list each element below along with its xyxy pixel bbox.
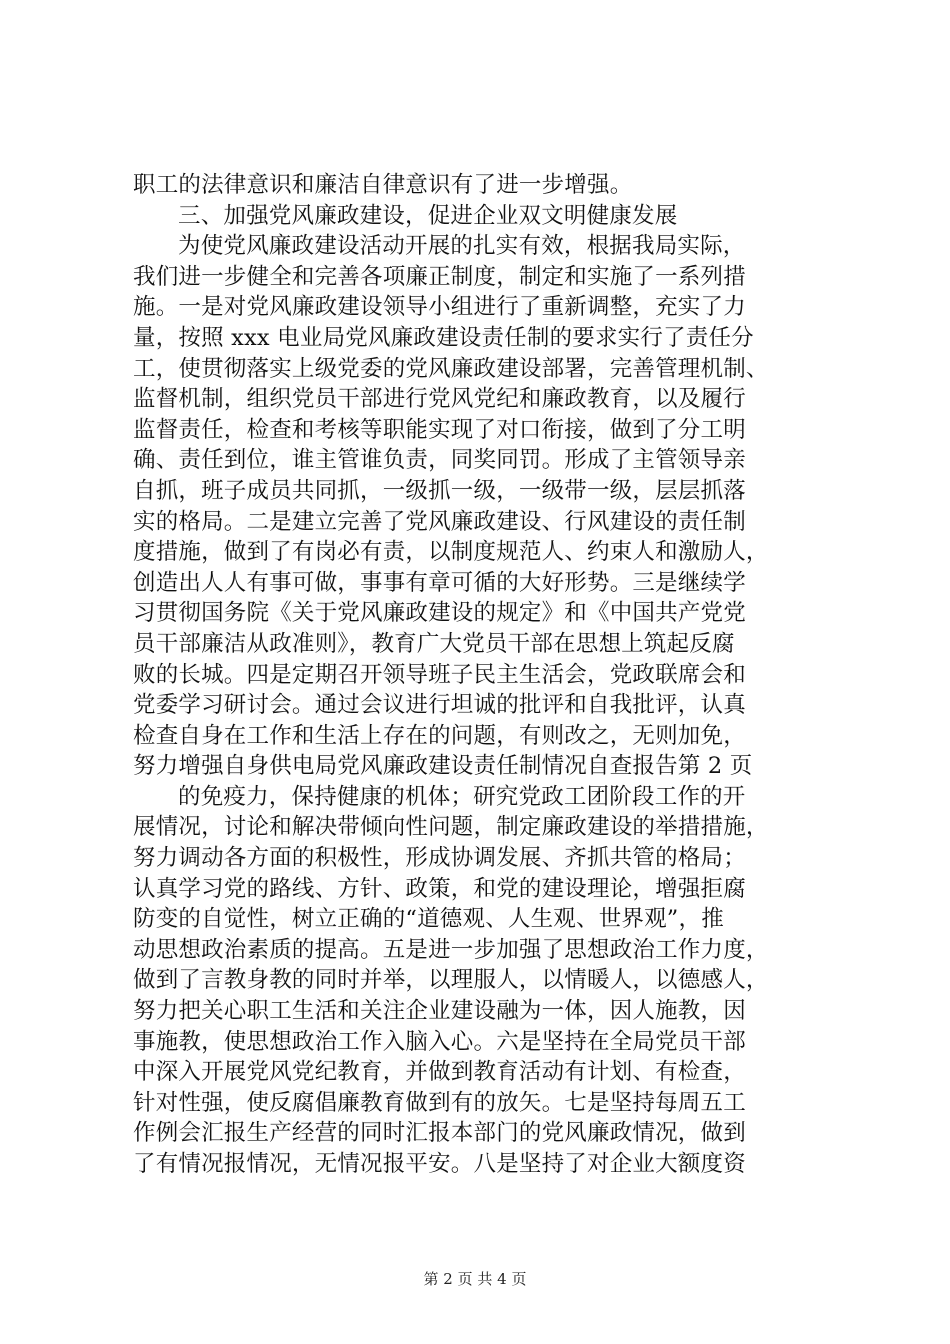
- text-line: 习贯彻国务院《关于党风廉政建设的规定》和《中国共产党党: [133, 600, 746, 627]
- text-line: 量，按照 xxx 电业局党风廉政建设责任制的要求实行了责任分: [133, 324, 754, 351]
- text-line: 努力调动各方面的积极性，形成协调发展、齐抓共管的格局；: [133, 845, 746, 872]
- text-line: 防变的自觉性，树立正确的“道德观、人生观、世界观”，推: [133, 906, 724, 933]
- text-line: 实的格局。二是建立完善了党风廉政建设、行风建设的责任制: [133, 508, 746, 535]
- text-line: 三、加强党风廉政建设，促进企业双文明健康发展: [178, 202, 678, 229]
- text-line: 自抓，班子成员共同抓，一级抓一级，一级带一级，层层抓落: [133, 477, 746, 504]
- text-line: 事施教，使思想政治工作入脑入心。六是坚持在全局党员干部: [133, 1028, 746, 1055]
- text-line: 党委学习研讨会。通过会议进行坦诚的批评和自我批评，认真: [133, 692, 746, 719]
- text-line: 努力把关心职工生活和关注企业建设融为一体，因人施教，因: [133, 998, 746, 1025]
- text-line: 施。一是对党风廉政建设领导小组进行了重新调整，充实了力: [133, 294, 746, 321]
- text-line: 针对性强，使反腐倡廉教育做到有的放矢。七是坚持每周五工: [133, 1089, 746, 1116]
- text-line: 检查自身在工作和生活上存在的问题，有则改之，无则加免，: [133, 722, 746, 749]
- document-body: [133, 170, 833, 1180]
- text-line: 职工的法律意识和廉洁自律意识有了进一步增强。: [133, 172, 633, 198]
- text-line: 创造出人人有事可做，事事有章可循的大好形势。三是继续学: [133, 569, 746, 596]
- text-line: 确、责任到位，谁主管谁负责，同奖同罚。形成了主管领导亲: [133, 447, 746, 474]
- text-line: 展情况，讨论和解决带倾向性问题，制定廉政建设的举措措施，: [133, 814, 769, 841]
- text-line: 败的长城。四是定期召开领导班子民主生活会，党政联席会和: [133, 661, 746, 688]
- text-line: 度措施，做到了有岗必有责，以制度规范人、约束人和激励人，: [133, 539, 769, 566]
- text-line: 认真学习党的路线、方针、政策，和党的建设理论，增强拒腐: [133, 875, 746, 902]
- text-line: 工，使贯彻落实上级党委的党风廉政建设部署，完善管理机制、: [133, 355, 769, 382]
- text-line: 动思想政治素质的提高。五是进一步加强了思想政治工作力度，: [133, 936, 769, 963]
- text-line: 努力增强自身供电局党风廉政建设责任制情况自查报告第 2 页: [133, 753, 753, 780]
- text-line: 为使党风廉政建设活动开展的扎实有效，根据我局实际，: [178, 233, 746, 260]
- page-footer: 第 2 页 共 4 页: [423, 1270, 527, 1288]
- text-line: 中深入开展党风党纪教育，并做到教育活动有计划、有检查，: [133, 1059, 746, 1086]
- text-line: 监督机制，组织党员干部进行党风党纪和廉政教育，以及履行: [133, 386, 746, 413]
- text-line: 的免疫力，保持健康的机体；研究党政工团阶段工作的开: [178, 783, 746, 810]
- text-line: 监督责任，检查和考核等职能实现了对口衔接，做到了分工明: [133, 416, 746, 443]
- text-line: 了有情况报情况，无情况报平安。八是坚持了对企业大额度资: [133, 1151, 746, 1177]
- text-line: 做到了言教身教的同时并举，以理服人，以情暖人，以德感人，: [133, 967, 769, 994]
- text-line: 我们进一步健全和完善各项廉正制度，制定和实施了一系列措: [133, 263, 746, 290]
- text-line: 作例会汇报生产经营的同时汇报本部门的党风廉政情况，做到: [133, 1120, 746, 1147]
- text-line: 员干部廉洁从政准则》，教育广大党员干部在思想上筑起反腐: [133, 630, 735, 657]
